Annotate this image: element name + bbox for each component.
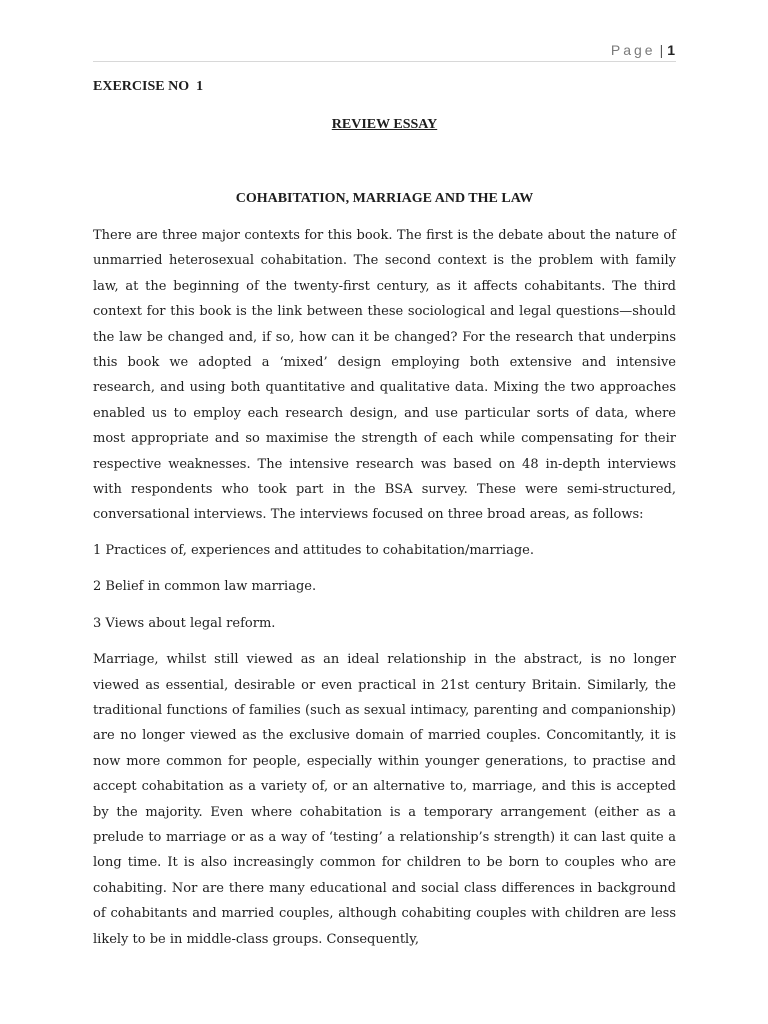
list-item-1: 1 Practices of, experiences and attitudes to cohabitation/marriage. (93, 542, 534, 558)
header-rule (93, 61, 676, 62)
exercise-heading: EXERCISE NO 1 (93, 79, 204, 94)
paragraph-1: There are three major contexts for this book. The first is the debate about the nature of unmarried heterosexual cohabitation. The second context is the problem with family law, at the beginning of the twenty-first century, as it affects cohabitants. The third context for this book is the link between these sociological and legal questions—should the law be changed and, if so, how can it be changed? For the research that underpins this book we adopted a ‘mixed’ design employing both extensive and intensive research, and using both quantitative and qualitative data. Mixing the two approaches enabled us to employ each research design, and use particular sorts of data, where most appropriate and so maximise the strength of each while compensating for their respective weaknesses. The intensive research was based on 48 in-depth interviews with respondents who took part in the BSA survey. These were semi-structured, conversational interviews. The interviews focused on three broad areas, as follows: (93, 228, 676, 523)
list-item-3: 3 Views about legal reform. (93, 615, 276, 631)
paragraph-2: Marriage, whilst still viewed as an ideal relationship in the abstract, is no longer viewed as essential, desirable or even practical in 21st century Britain. Similarly, the traditional functions of families (such as sexual intimacy, parenting and companionship) are no longer viewed as the exclusive domain of married couples. Concomitantly, it is now more common for people, especially within younger generations, to practise and accept cohabitation as a variety of, or an alternative to, marriage, and this is accepted by the majority. Even where cohabitation is a temporary arrangement (either as a prelude to marriage or as a way of ‘testing’ a relationship’s strength) it can last quite a long time. It is also increasingly common for children to be born to couples who are cohabiting. Nor are there many educational and social class differences in background of cohabitants and married couples, although cohabiting couples with children are less likely to be in middle-class groups. Consequently, (93, 652, 676, 947)
page-header (611, 42, 675, 58)
list-item-2: 2 Belief in common law marriage. (93, 579, 317, 595)
document-body (93, 73, 676, 952)
section-heading: REVIEW ESSAY (331, 117, 438, 132)
page-separator: | (659, 42, 664, 58)
page-number: 1 (667, 42, 675, 58)
essay-title: COHABITATION, MARRIAGE AND THE LAW (235, 191, 534, 206)
page-label: Page (610, 42, 656, 58)
